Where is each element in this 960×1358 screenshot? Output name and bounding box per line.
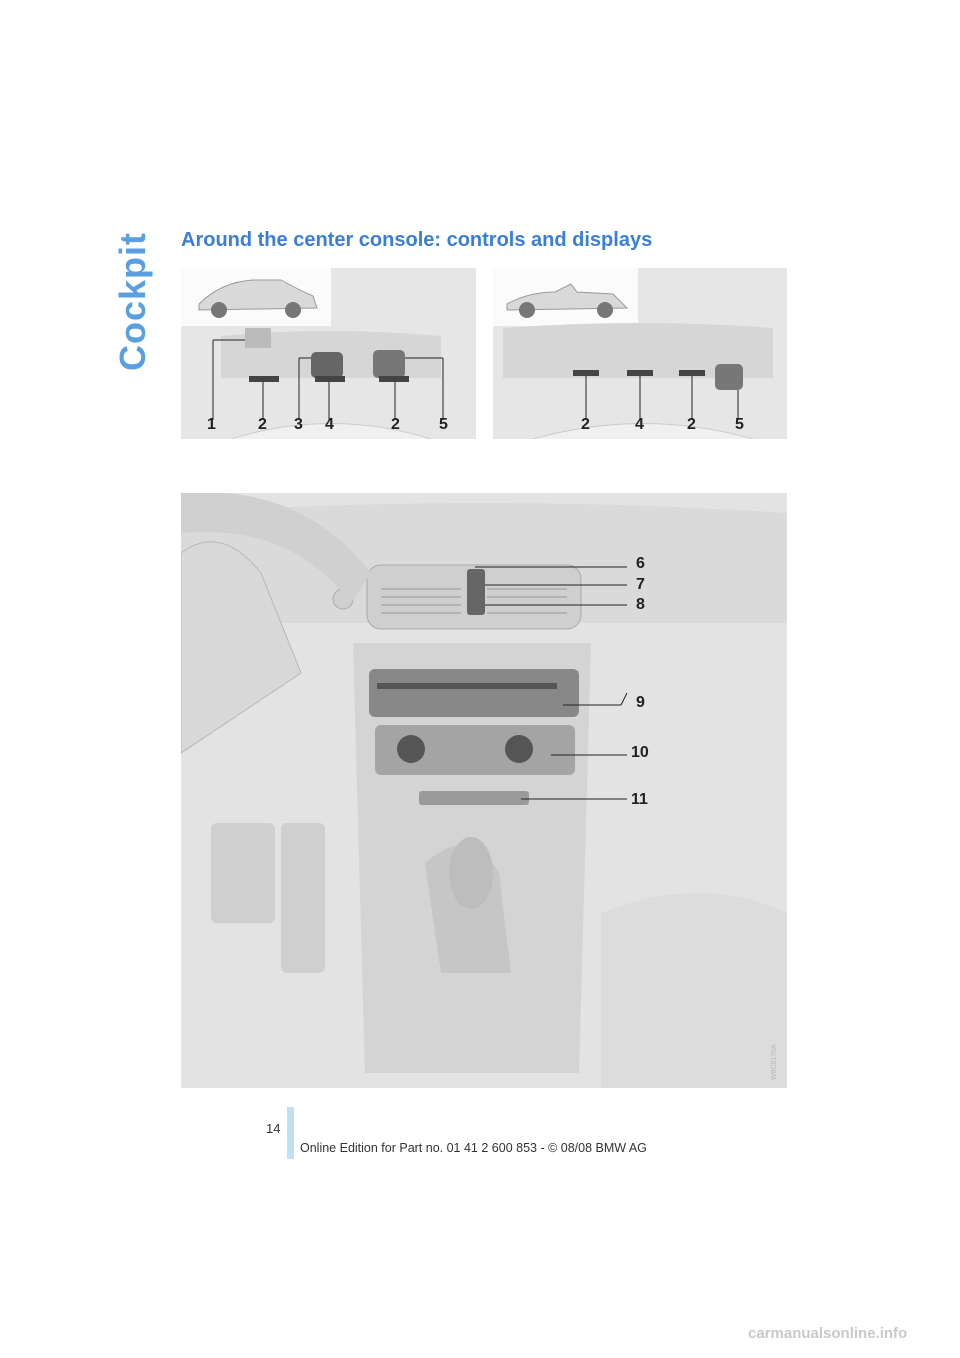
footer-text: Online Edition for Part no. 01 41 2 600 853 - © 08/08 BMW AG xyxy=(300,1141,647,1155)
callout-7: 7 xyxy=(636,576,645,593)
callout-2: 2 xyxy=(391,416,400,433)
callout-2: 2 xyxy=(581,416,590,433)
section-tab: Cockpit xyxy=(112,232,153,372)
callout-8: 8 xyxy=(636,596,645,613)
callout-10: 10 xyxy=(631,744,649,761)
convertible-roof-illustration xyxy=(493,268,787,439)
footer-bar xyxy=(287,1107,294,1159)
callout-6: 6 xyxy=(636,555,645,572)
callout-5: 5 xyxy=(439,416,448,433)
coupe-roof-illustration xyxy=(181,268,476,439)
center-console-panel xyxy=(181,493,787,1088)
coupe-roof-panel xyxy=(181,268,476,439)
convertible-roof-panel xyxy=(493,268,787,439)
callout-3: 3 xyxy=(294,416,303,433)
callout-11: 11 xyxy=(631,791,648,808)
callout-2: 2 xyxy=(258,416,267,433)
image-code: W8C0170A xyxy=(771,1044,778,1080)
callout-4: 4 xyxy=(325,416,334,433)
callout-1: 1 xyxy=(207,416,216,433)
page-number: 14 xyxy=(266,1121,281,1136)
page-title: Around the center console: controls and displays xyxy=(181,229,653,251)
callout-5: 5 xyxy=(735,416,744,433)
callout-2: 2 xyxy=(687,416,696,433)
site-watermark: carmanualsonline.info xyxy=(748,1325,908,1342)
callout-4: 4 xyxy=(635,416,644,433)
center-console-illustration xyxy=(181,493,787,1088)
callout-9: 9 xyxy=(636,694,645,711)
